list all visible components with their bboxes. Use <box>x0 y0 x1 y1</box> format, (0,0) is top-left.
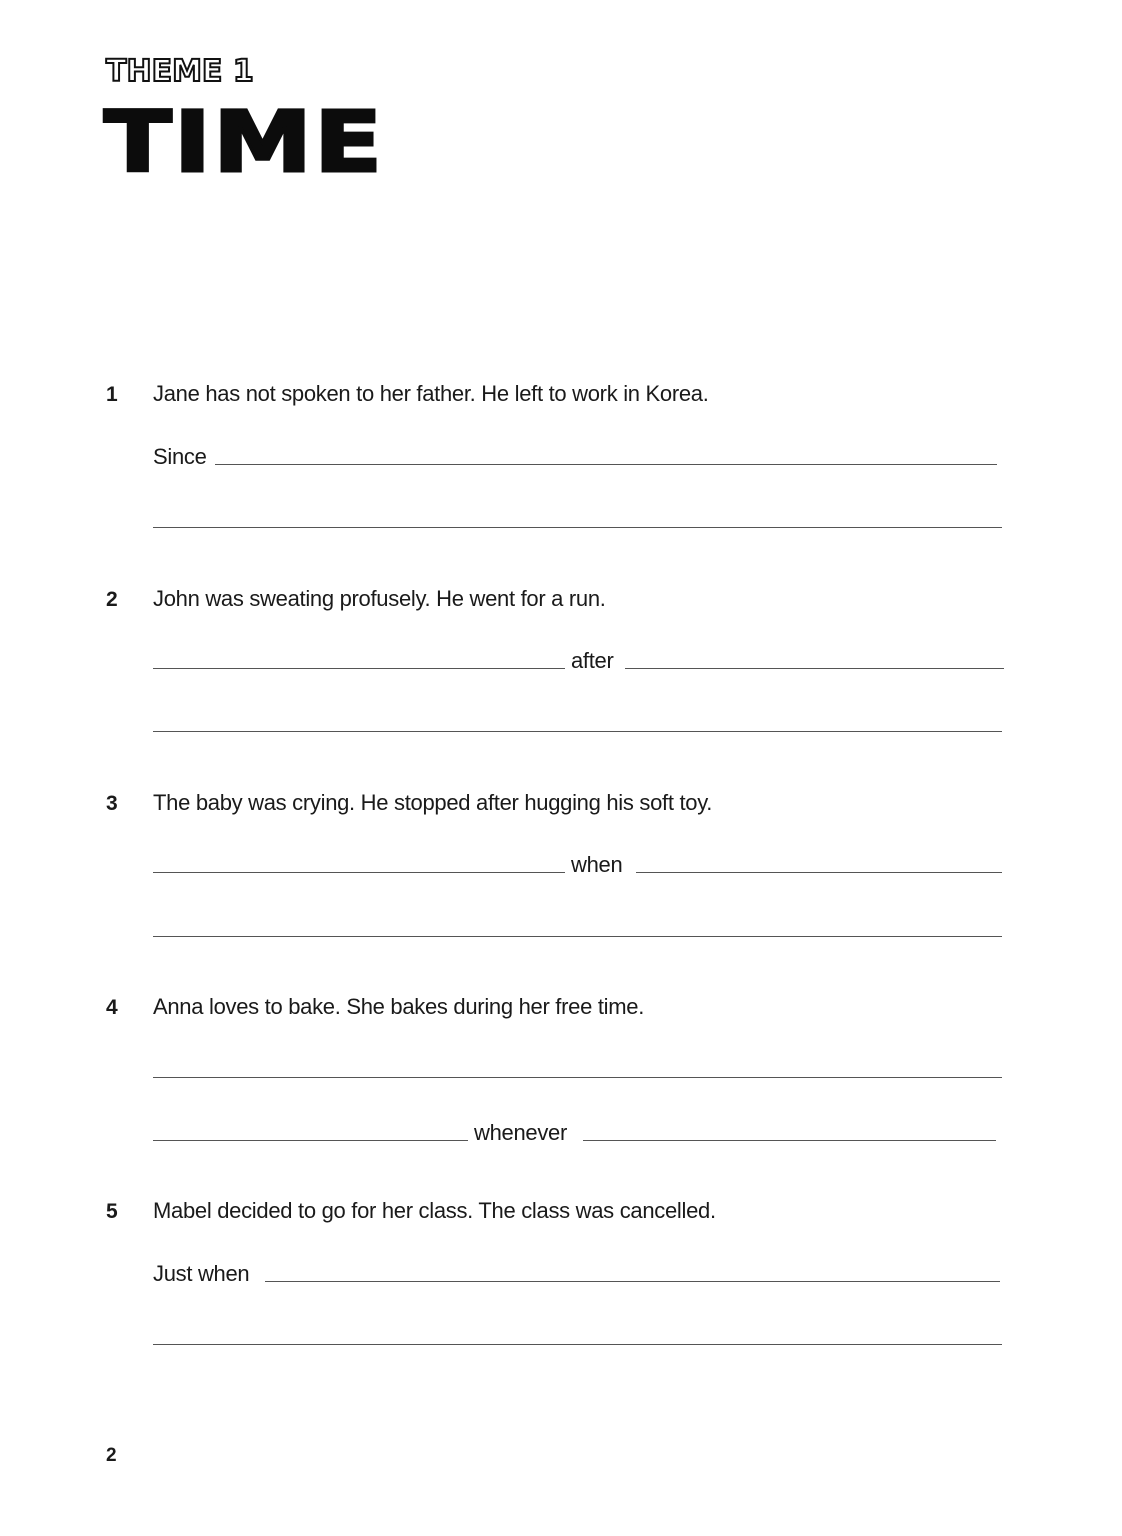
answer-line[interactable] <box>153 1344 1002 1345</box>
answer-line[interactable] <box>153 872 565 873</box>
answer-line[interactable] <box>153 1077 1002 1078</box>
question-number: 4 <box>106 996 118 1019</box>
answer-line[interactable] <box>153 731 1002 732</box>
answer-line[interactable] <box>153 527 1002 528</box>
answer-connector: after <box>571 648 614 673</box>
answer-connector: when <box>571 852 623 877</box>
answer-line[interactable] <box>153 1140 468 1141</box>
answer-line[interactable] <box>636 872 1002 873</box>
answer-prompt-start: Since <box>153 444 207 469</box>
page-number: 2 <box>106 1445 117 1466</box>
question-number: 5 <box>106 1200 118 1223</box>
theme-title: TIME <box>104 93 385 191</box>
question-number: 1 <box>106 383 118 406</box>
answer-line[interactable] <box>583 1140 996 1141</box>
answer-connector: whenever <box>474 1120 567 1145</box>
question-text: Jane has not spoken to her father. He left to work in Korea. <box>153 381 709 406</box>
theme-label: THEME 1 <box>106 54 254 89</box>
question-text: Anna loves to bake. She bakes during her free time. <box>153 994 645 1019</box>
question-text: The baby was crying. He stopped after hugging his soft toy. <box>153 790 713 815</box>
question-number: 2 <box>106 588 118 611</box>
answer-line[interactable] <box>265 1281 1000 1282</box>
question-text: Mabel decided to go for her class. The class was cancelled. <box>153 1198 716 1223</box>
answer-line[interactable] <box>215 464 997 465</box>
answer-line[interactable] <box>153 668 565 669</box>
question-text: John was sweating profusely. He went for a run. <box>153 586 606 611</box>
answer-line[interactable] <box>153 936 1002 937</box>
answer-prompt-start: Just when <box>153 1261 250 1286</box>
answer-line[interactable] <box>625 668 1004 669</box>
question-number: 3 <box>106 792 118 815</box>
